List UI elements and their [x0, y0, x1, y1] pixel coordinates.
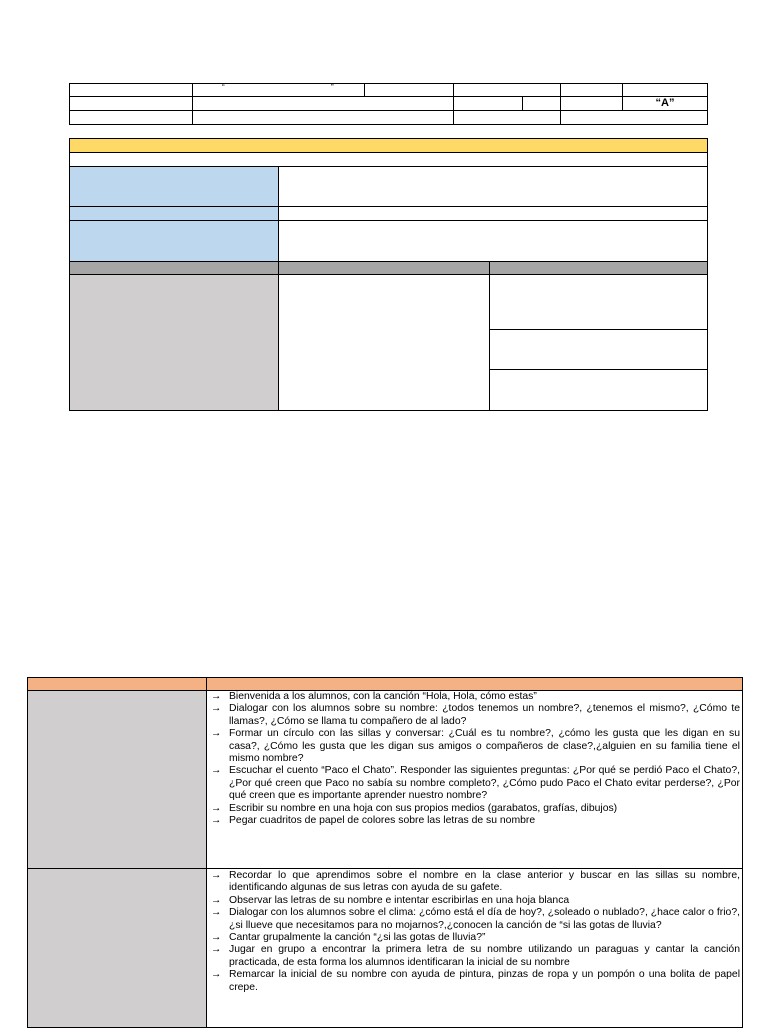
arrow-bullet-icon: → — [211, 703, 222, 715]
arrow-bullet-icon: → — [211, 815, 222, 827]
activity-text: Dialogar con los alumnos sobre el clima: ¿cómo está el día de hoy?, ¿soleado o nublado?, ¿hace calor o frio?, ¿si llueve que necesitamos para no mojarnos?,¿conocen la canción de “si las gotas de lluvia? — [229, 907, 740, 931]
arrow-bullet-icon: → — [211, 765, 222, 777]
activity-list — [207, 691, 740, 827]
arrow-bullet-icon: → — [211, 870, 222, 881]
planning-row-empty — [69, 152, 708, 167]
orange-header-cell — [27, 677, 207, 691]
gray-header-cell — [489, 261, 708, 275]
activity-text: Dialogar con los alumnos sobre su nombre: ¿todos tenemos un nombre?, ¿tenemos el mismo?, ¿Cómo te llamas?, ¿Cómo se llama tu compañero de al lado? — [229, 703, 740, 727]
session-label-cell — [27, 690, 207, 869]
arrow-bullet-icon: → — [211, 728, 222, 740]
activity-text: Pegar cuadritos de papel de colores sobre las letras de su nombre — [229, 815, 536, 827]
activity-list — [207, 870, 740, 994]
content-cell — [489, 369, 708, 411]
info-cell — [560, 110, 708, 125]
content-cell — [489, 274, 708, 330]
info-cell — [453, 96, 523, 111]
info-cell — [192, 96, 454, 111]
open-quote: “ — [222, 83, 225, 92]
session-label-cell — [27, 868, 207, 1028]
info-cell — [69, 96, 193, 111]
blue-label-cell — [69, 220, 279, 262]
list-item — [207, 969, 740, 994]
arrow-bullet-icon: → — [211, 969, 222, 981]
activity-text: Recordar lo que aprendimos sobre el nombre en la clase anterior y buscar en las sillas su nombre, identificando algunas de sus letras con ayuda de su gafete. — [229, 870, 740, 894]
activity-text: Escuchar el cuento “Paco el Chato”. Responder las siguientes preguntas: ¿Por qué se perdió Paco el Chato?, ¿Por qué creen que Paco no sabía su nombre completo?, ¿Cómo pudo Paco el Chato evitar perderse?, ¿Por qué creen que es importante aprender nuestro nombre? — [229, 765, 740, 802]
content-cell — [278, 206, 708, 221]
list-item — [207, 728, 740, 765]
info-cell-school-name — [192, 83, 365, 97]
yellow-header-bar — [69, 138, 708, 153]
activity-text: Formar un círculo con las sillas y conversar: ¿Cuál es tu nombre?, ¿cómo les gusta que les digan en su casa?, ¿Cómo les gusta que les digan sus amigos o compañeros de clase?,¿alguien en su familia tiene el mismo nombre? — [229, 728, 740, 765]
activity-text: Observar las letras de su nombre e intentar escribirlas en una hoja blanca — [229, 894, 570, 906]
arrow-bullet-icon: → — [211, 944, 222, 956]
activity-text: Jugar en grupo a encontrar la primera letra de su nombre utilizando un paraguas y cantar la canción practicada, de esta forma los alumnos identificaran la inicial de su nombre — [229, 944, 740, 968]
arrow-bullet-icon: → — [211, 691, 222, 702]
list-item — [207, 932, 740, 944]
list-item — [207, 703, 740, 728]
arrow-bullet-icon: → — [211, 932, 222, 944]
grupo-value: “A” — [655, 97, 675, 109]
arrow-bullet-icon: → — [211, 802, 222, 814]
info-cell — [69, 83, 193, 97]
content-cell — [278, 166, 708, 207]
orange-header-cell — [206, 677, 743, 691]
activity-text: Escribir su nombre en una hoja con sus propios medios (garabatos, grafías, dibujos) — [229, 802, 618, 814]
info-cell — [560, 96, 623, 111]
info-cell — [522, 96, 561, 111]
list-item — [207, 870, 740, 895]
gray-header-cell — [69, 261, 279, 275]
list-item — [207, 815, 740, 827]
list-item — [207, 907, 740, 932]
info-cell-grupo — [622, 96, 708, 111]
info-cell — [69, 110, 193, 125]
list-item — [207, 803, 740, 815]
content-cell — [489, 329, 708, 370]
list-item — [207, 944, 740, 969]
gray-label-cell — [69, 274, 279, 411]
list-item — [207, 691, 740, 703]
blue-label-cell — [69, 166, 279, 207]
activity-text: Cantar grupalmente la canción “¿si las gotas de lluvia?” — [229, 932, 486, 944]
list-item — [207, 895, 740, 907]
arrow-bullet-icon: → — [211, 894, 222, 906]
content-cell — [278, 220, 708, 262]
blue-label-cell — [69, 206, 279, 221]
activity-text: Remarcar la inicial de su nombre con ayuda de pintura, pinzas de ropa y un pompón o una bolita de papel crepe. — [229, 969, 740, 993]
gray-header-cell — [278, 261, 490, 275]
info-cell — [622, 83, 708, 97]
info-cell — [560, 83, 623, 97]
session-activities-cell — [206, 690, 743, 869]
info-cell — [453, 110, 561, 125]
close-quote: ” — [331, 83, 334, 92]
session-activities-cell — [206, 868, 743, 1028]
activity-text: Bienvenida a los alumnos, con la canción “Hola, Hola, cómo estas” — [229, 691, 537, 702]
arrow-bullet-icon: → — [211, 907, 222, 919]
list-item — [207, 765, 740, 802]
content-cell — [278, 274, 490, 411]
info-cell — [192, 110, 454, 125]
info-cell — [364, 83, 454, 97]
info-cell — [453, 83, 561, 97]
